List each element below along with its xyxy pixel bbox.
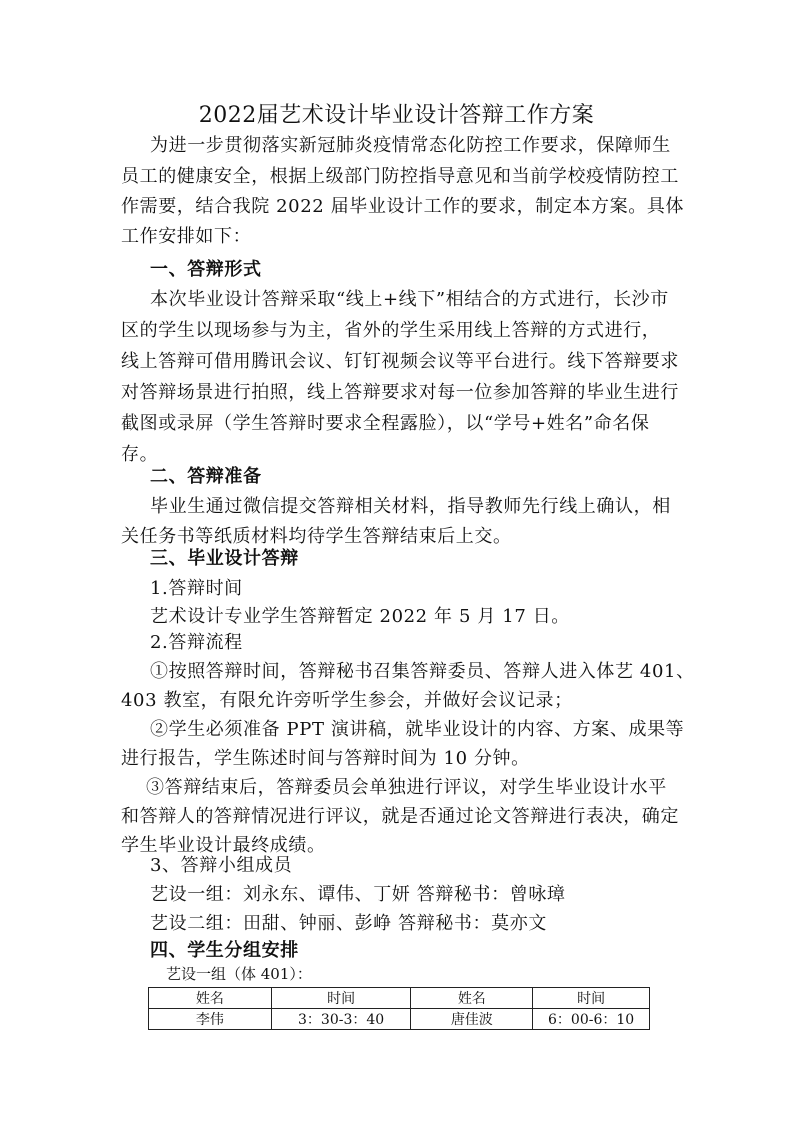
intro-line-2: 员工的健康安全，根据上级部门防控指导意见和当前学校疫情防控工 (121, 166, 679, 187)
step-1-line-1: ①按照答辩时间，答辩秘书召集答辩委员、答辩人进入体艺 401、 (150, 661, 695, 682)
section-1-line-1: 本次毕业设计答辩采取“线上+线下”相结合的方式进行，长沙市 (150, 289, 669, 310)
table-header-cell: 姓名 (411, 988, 533, 1009)
section-3-heading: 三、毕业设计答辩 (150, 548, 299, 569)
table-header-row (149, 988, 650, 1009)
section-2-heading: 二、答辩准备 (150, 466, 262, 487)
section-1-heading: 一、答辩形式 (150, 259, 262, 280)
section-4-heading: 四、学生分组安排 (150, 940, 299, 961)
step-3-line-1: ③答辩结束后，答辩委员会单独进行评议，对学生毕业设计水平 (146, 777, 667, 798)
step-3-line-3: 学生毕业设计最终成绩。 (121, 835, 326, 856)
table-row (149, 1009, 650, 1030)
table-caption: 艺设一组（体 401）： (166, 965, 312, 983)
table-cell: 6：00-6：10 (533, 1009, 650, 1030)
step-3-line-2: 和答辩人的答辩情况进行评议，就是否通过论文答辩进行表决，确定 (121, 806, 679, 827)
step-1-line-2: 403 教室，有限允许旁听学生参会，并做好会议记录； (121, 690, 573, 711)
group-2-members: 艺设二组：田甜、钟丽、彭峥 答辩秘书：莫亦文 (150, 913, 547, 934)
section-1-line-2: 区的学生以现场参与为主，省外的学生采用线上答辩的方式进行， (121, 320, 661, 341)
subsection-2-title: 2.答辩流程 (150, 632, 243, 653)
table-cell: 3：30-3：40 (271, 1009, 411, 1030)
step-2-line-2: 进行报告，学生陈述时间与答辩时间为 10 分钟。 (121, 748, 530, 769)
schedule-table (148, 987, 650, 1030)
section-1-line-3: 线上答辩可借用腾讯会议、钉钉视频会议等平台进行。线下答辩要求 (121, 351, 679, 372)
intro-line-1: 为进一步贯彻落实新冠肺炎疫情常态化防控工作要求，保障师生 (150, 135, 671, 156)
subsection-1-title: 1.答辩时间 (150, 578, 243, 599)
section-2-line-1: 毕业生通过微信提交答辩相关材料，指导教师先行线上确认，相 (150, 496, 671, 517)
document-title: 2022届艺术设计毕业设计答辩工作方案 (198, 103, 595, 128)
section-2-line-2: 关任务书等纸质材料均待学生答辩结束后上交。 (121, 526, 512, 547)
subsection-3-title: 3、答辩小组成员 (150, 855, 293, 876)
intro-line-4: 工作安排如下： (121, 226, 252, 247)
step-2-line-1: ②学生必须准备 PPT 演讲稿，就毕业设计的内容、方案、成果等 (150, 719, 685, 740)
table-header-cell: 时间 (271, 988, 411, 1009)
table-cell: 唐佳波 (411, 1009, 533, 1030)
section-1-line-4: 对答辩场景进行拍照，线上答辩要求对每一位参加答辩的毕业生进行 (121, 382, 679, 403)
table-header-cell: 姓名 (149, 988, 272, 1009)
group-1-members: 艺设一组：刘永东、谭伟、丁妍 答辩秘书：曾咏璋 (150, 884, 566, 905)
table-cell: 李伟 (149, 1009, 272, 1030)
section-1-line-5: 截图或录屏（学生答辩时要求全程露脸），以“学号+姓名”命名保 (121, 413, 650, 434)
intro-line-3: 作需要，结合我院 2022 届毕业设计工作的要求，制定本方案。具体 (121, 196, 685, 217)
section-1-line-6: 存。 (121, 444, 159, 465)
table-header-cell: 时间 (533, 988, 650, 1009)
subsection-1-text: 艺术设计专业学生答辩暂定 2022 年 5 月 17 日。 (150, 606, 570, 627)
